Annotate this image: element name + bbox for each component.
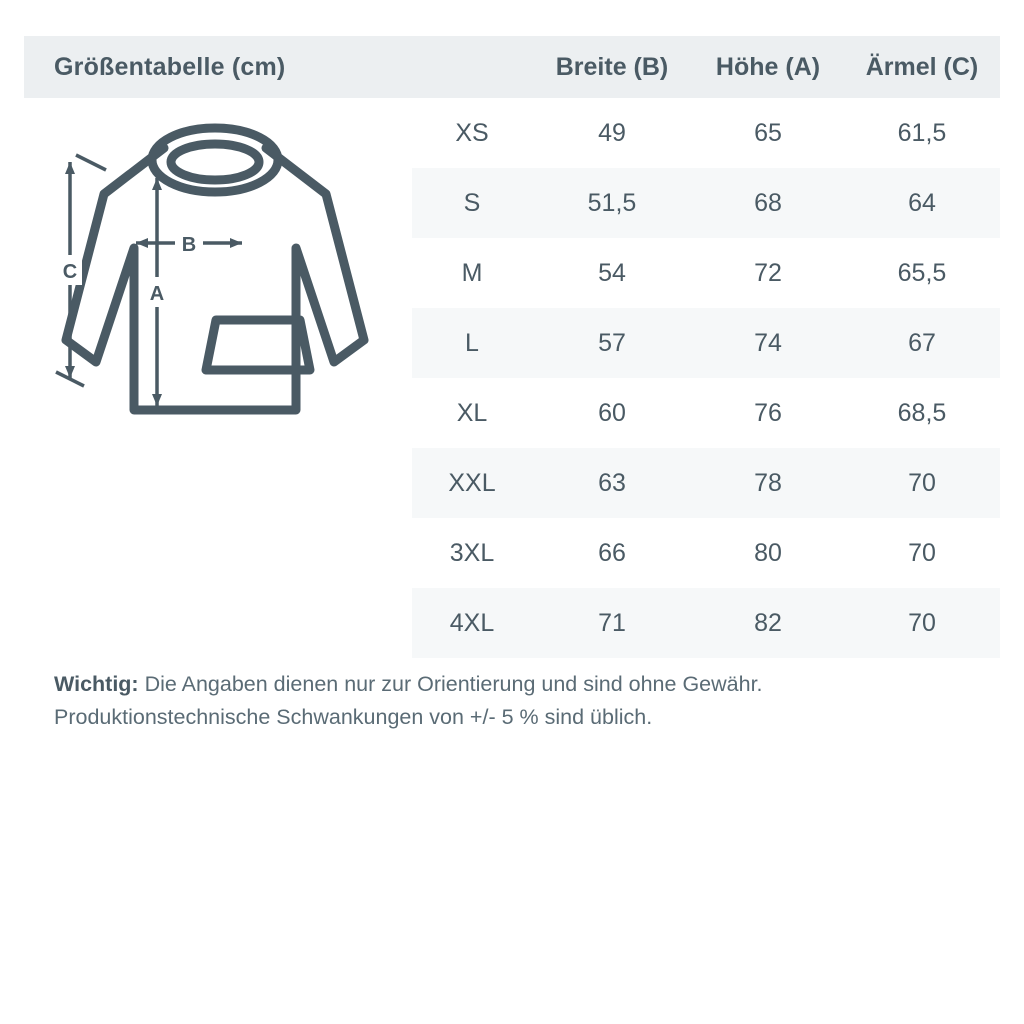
cell-size: L [465, 328, 479, 357]
cell-height: 76 [754, 398, 782, 427]
size-chart-header [24, 36, 1000, 98]
table-row [412, 448, 1000, 518]
column-header-height: Höhe (A) [715, 52, 821, 81]
cell-size: XS [455, 118, 489, 147]
size-table [412, 98, 1000, 658]
svg-text:A: A [149, 283, 165, 305]
cell-width: 57 [598, 328, 626, 357]
cell-size: M [461, 258, 483, 287]
cell-size: XL [456, 398, 488, 427]
cell-sleeve: 67 [908, 328, 936, 357]
cell-sleeve: 64 [908, 188, 936, 217]
cell-size: 3XL [449, 538, 495, 567]
cell-size: S [463, 188, 481, 217]
cell-height: 68 [754, 188, 782, 217]
size-chart-sheet [24, 0, 1000, 1024]
svg-text:B: B [181, 234, 197, 256]
cell-height: 80 [754, 538, 782, 567]
cell-width: 54 [598, 258, 626, 287]
cell-size: XXL [448, 468, 496, 497]
cell-height: 82 [754, 608, 782, 637]
cell-sleeve: 61,5 [897, 118, 947, 147]
cell-sleeve: 68,5 [897, 398, 947, 427]
cell-sleeve: 65,5 [897, 258, 947, 287]
cell-sleeve: 70 [908, 468, 936, 497]
disclaimer-note [54, 668, 984, 734]
cell-sleeve: 70 [908, 538, 936, 567]
svg-text:C: C [62, 261, 78, 283]
table-row [412, 588, 1000, 658]
cell-height: 78 [754, 468, 782, 497]
cell-height: 65 [754, 118, 782, 147]
table-row [412, 378, 1000, 448]
table-row [412, 518, 1000, 588]
cell-sleeve: 70 [908, 608, 936, 637]
cell-height: 74 [754, 328, 782, 357]
cell-width: 66 [598, 538, 626, 567]
cell-height: 72 [754, 258, 782, 287]
table-row [412, 98, 1000, 168]
table-row [412, 168, 1000, 238]
disclaimer-text: Die Angaben dienen nur zur Orientierung und sind ohne Gewähr. Produktionstechnische Schwankungen von +/- 5 % sind üblich. [54, 672, 763, 729]
table-row [412, 308, 1000, 378]
table-row [412, 238, 1000, 308]
column-header-width: Breite (B) [555, 52, 669, 81]
cell-width: 71 [598, 608, 626, 637]
cell-size: 4XL [449, 608, 495, 637]
disclaimer-label: Wichtig: [54, 672, 139, 696]
column-header-sleeve: Ärmel (C) [865, 52, 979, 81]
cell-width: 49 [598, 118, 626, 147]
cell-width: 63 [598, 468, 626, 497]
page-title: Größentabelle (cm) [54, 52, 286, 81]
cell-width: 60 [598, 398, 626, 427]
hoodie-measurement-diagram [44, 110, 412, 450]
cell-width: 51,5 [587, 188, 637, 217]
